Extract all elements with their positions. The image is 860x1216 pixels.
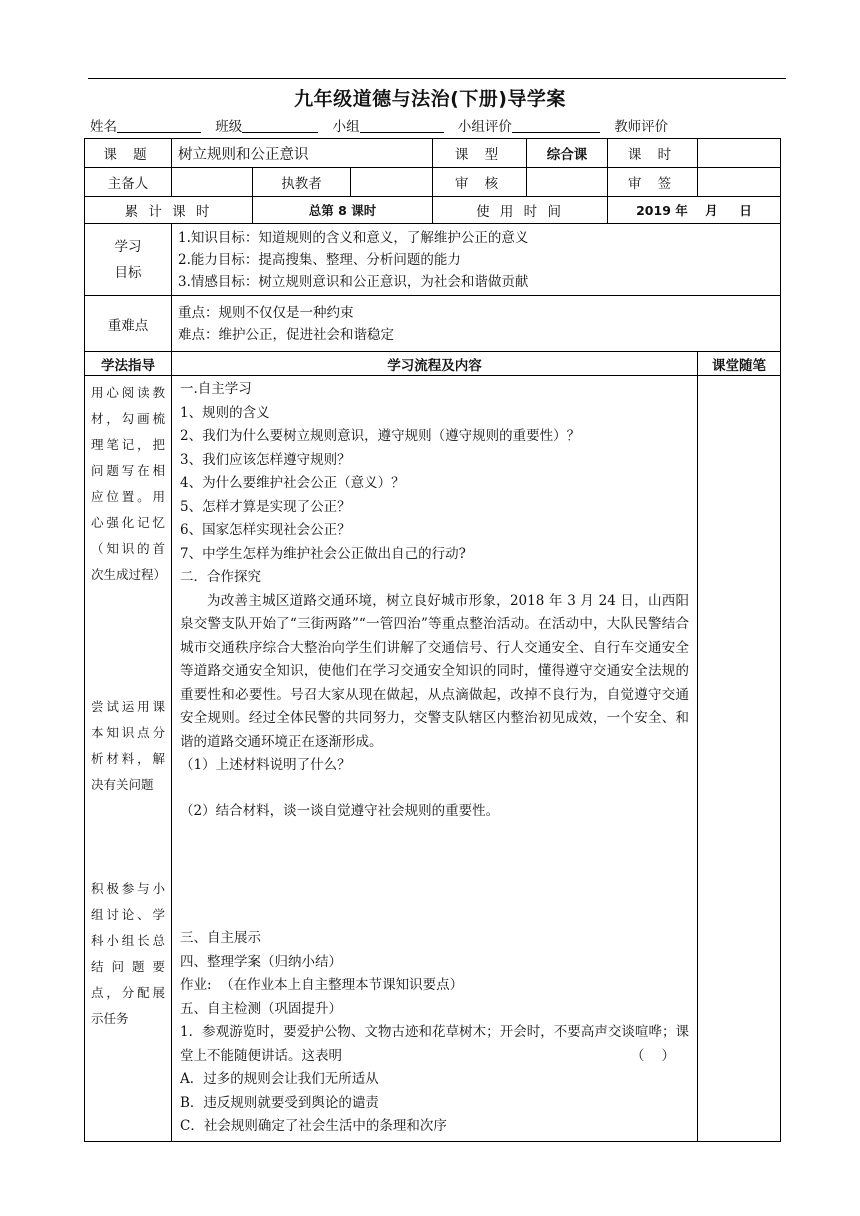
top-rule	[88, 78, 786, 79]
column-header-row	[85, 352, 781, 376]
preparer-label: 主备人	[85, 168, 172, 197]
header-row-1	[85, 139, 781, 168]
keypoints-content	[172, 296, 781, 352]
mc-question	[180, 1021, 689, 1068]
question-item: 6、国家怎样实现社会公正？	[180, 522, 351, 538]
objectives-content	[172, 224, 781, 296]
cumulative-label: 累 计 课 时	[85, 197, 253, 224]
hours-value	[698, 139, 781, 168]
notes-column-header: 课堂随笔	[698, 352, 781, 376]
review-value	[527, 168, 608, 197]
name-label: 姓名	[90, 119, 117, 135]
objectives-label	[85, 224, 172, 296]
class-blank[interactable]	[242, 118, 318, 133]
group-blank[interactable]	[360, 118, 444, 133]
group-label: 小组	[332, 119, 360, 135]
process-column-header: 学习流程及内容	[172, 352, 698, 376]
hours-label: 课 时	[608, 139, 698, 168]
type-label: 课 型	[433, 139, 527, 168]
process-content-column	[172, 376, 698, 1142]
case-material: 为改善主城区道路交通环境，树立良好城市形象，2018 年 3 月 24 日，山西阳泉交警支队开始了“三街两路”“一管四治”等重点整治活动。在活动中，大队民警结合城市交通秩序综合大整治向学生们讲解了交通信号、行人交通安全、自行车交通安全等道路交通安全知识，使他们在学习交通安全知识的同时，懂得遵守交通安全法规的重要性和必要性。号召大家从现在做起，从点滴做起，改掉不良行为，自觉遵守交通安全规则。经过全体民警的共同努力，交警支队辖区内整治初见成效，一个安全、和谐的道路交通环境正在逐渐形成。	[180, 592, 690, 750]
objectives-label-line2: 目标	[114, 264, 142, 281]
objective-item: 3.情感目标：树立规则意识和公正意识，为社会和谐做贡献	[178, 273, 529, 290]
content-row	[85, 376, 781, 1142]
question-item: 2、我们为什么要树立规则意识，遵守规则（遵守规则的重要性）？	[180, 428, 581, 444]
usage-time-label: 使 用 时 间	[433, 197, 608, 224]
group-eval-blank[interactable]	[512, 118, 600, 133]
section-1-title: 一.自主学习	[180, 381, 252, 397]
teacher-value	[351, 168, 433, 197]
classroom-notes-column[interactable]	[698, 376, 781, 1142]
key-point-item: 重点：规则不仅仅是一种约束	[178, 304, 354, 321]
mc-option: A．过多的规则会让我们无所适从	[180, 1071, 379, 1087]
objective-item: 1.知识目标：知道规则的含义和意义，了解维护公正的意义	[178, 229, 529, 246]
objectives-row	[85, 224, 781, 296]
guide-note-1: 用心阅读教材，勾画梳理笔记，把问题写在相应位置。用心强化记忆（知识的首次生成过程）	[91, 385, 167, 582]
question-item: 5、怎样才算是实现了公正？	[180, 498, 351, 515]
review-label: 审 核	[433, 168, 527, 197]
cumulative-value: 总第 8 课时	[253, 197, 433, 224]
difficult-point-item: 难点：维护公正，促进社会和谐稳定	[178, 326, 394, 343]
section-4-title: 四、整理学案（归纳小结）	[180, 953, 342, 970]
sign-value	[698, 168, 781, 197]
teacher-eval-label: 教师评价	[614, 119, 669, 135]
question-item: 4、为什么要维护社会公正（意义）？	[180, 475, 405, 491]
mc-option: C．社会规则确定了社会生活中的条理和次序	[180, 1118, 447, 1134]
homework-line: 作业: （在作业本上自主整理本节课知识要点）	[180, 977, 464, 993]
mc-option: B．违反规则就要受到舆论的谴责	[180, 1094, 379, 1111]
group-eval-label: 小组评价	[457, 119, 512, 135]
question-item: 7、中学生怎样为维护社会公正做出自己的行动?	[180, 545, 466, 562]
mc-question-text: 1．参观游览时，要爱护公物、文物古迹和花草树木；开会时，不要高声交谈喧哗；课堂上不能随便讲话。这表明	[180, 1024, 690, 1064]
header-row-3	[85, 197, 781, 224]
study-guide-column	[85, 376, 172, 1142]
teacher-label: 执教者	[253, 168, 351, 197]
topic-value: 树立规则和公正意识	[172, 139, 433, 168]
usage-time-value: 2019 年 月 日	[608, 197, 781, 224]
document-title: 九年级道德与法治(下册)导学案	[294, 88, 566, 110]
header-row-2	[85, 168, 781, 197]
sign-label: 审 签	[608, 168, 698, 197]
section-2-title: 二．合作探究	[180, 569, 261, 585]
guide-note-3: 积极参与小组讨论、学科小组长总结问题要点，分配展示任务	[91, 881, 165, 1026]
name-blank[interactable]	[117, 118, 201, 133]
class-label: 班级	[215, 119, 243, 135]
question-item: 3、我们应该怎样遵守规则？	[180, 451, 351, 468]
student-info-line	[90, 115, 668, 135]
lesson-plan-table	[84, 138, 781, 1142]
sub-question-1: （1）上述材料说明了什么？	[180, 757, 351, 773]
type-value: 综合课	[527, 139, 608, 168]
topic-label: 课 题	[85, 139, 172, 168]
keypoints-label: 重难点	[85, 296, 172, 352]
guide-column-header: 学法指导	[85, 352, 172, 376]
objective-item: 2.能力目标：提高搜集、整理、分析问题的能力	[178, 251, 461, 268]
answer-paren[interactable]: （ ）	[630, 1047, 676, 1064]
keypoints-row	[85, 296, 781, 352]
objectives-label-line1: 学习	[114, 238, 142, 255]
section-3-title: 三、自主展示	[180, 930, 261, 946]
preparer-value	[172, 168, 253, 197]
guide-note-2: 尝试运用课本知识点分析材料，解决有关问题	[91, 699, 165, 792]
section-5-title: 五、自主检测（巩固提升）	[180, 1000, 342, 1017]
sub-question-2: （2）结合材料，谈一谈自觉遵守社会规则的重要性。	[180, 802, 500, 819]
question-item: 1、规则的含义	[180, 404, 270, 421]
